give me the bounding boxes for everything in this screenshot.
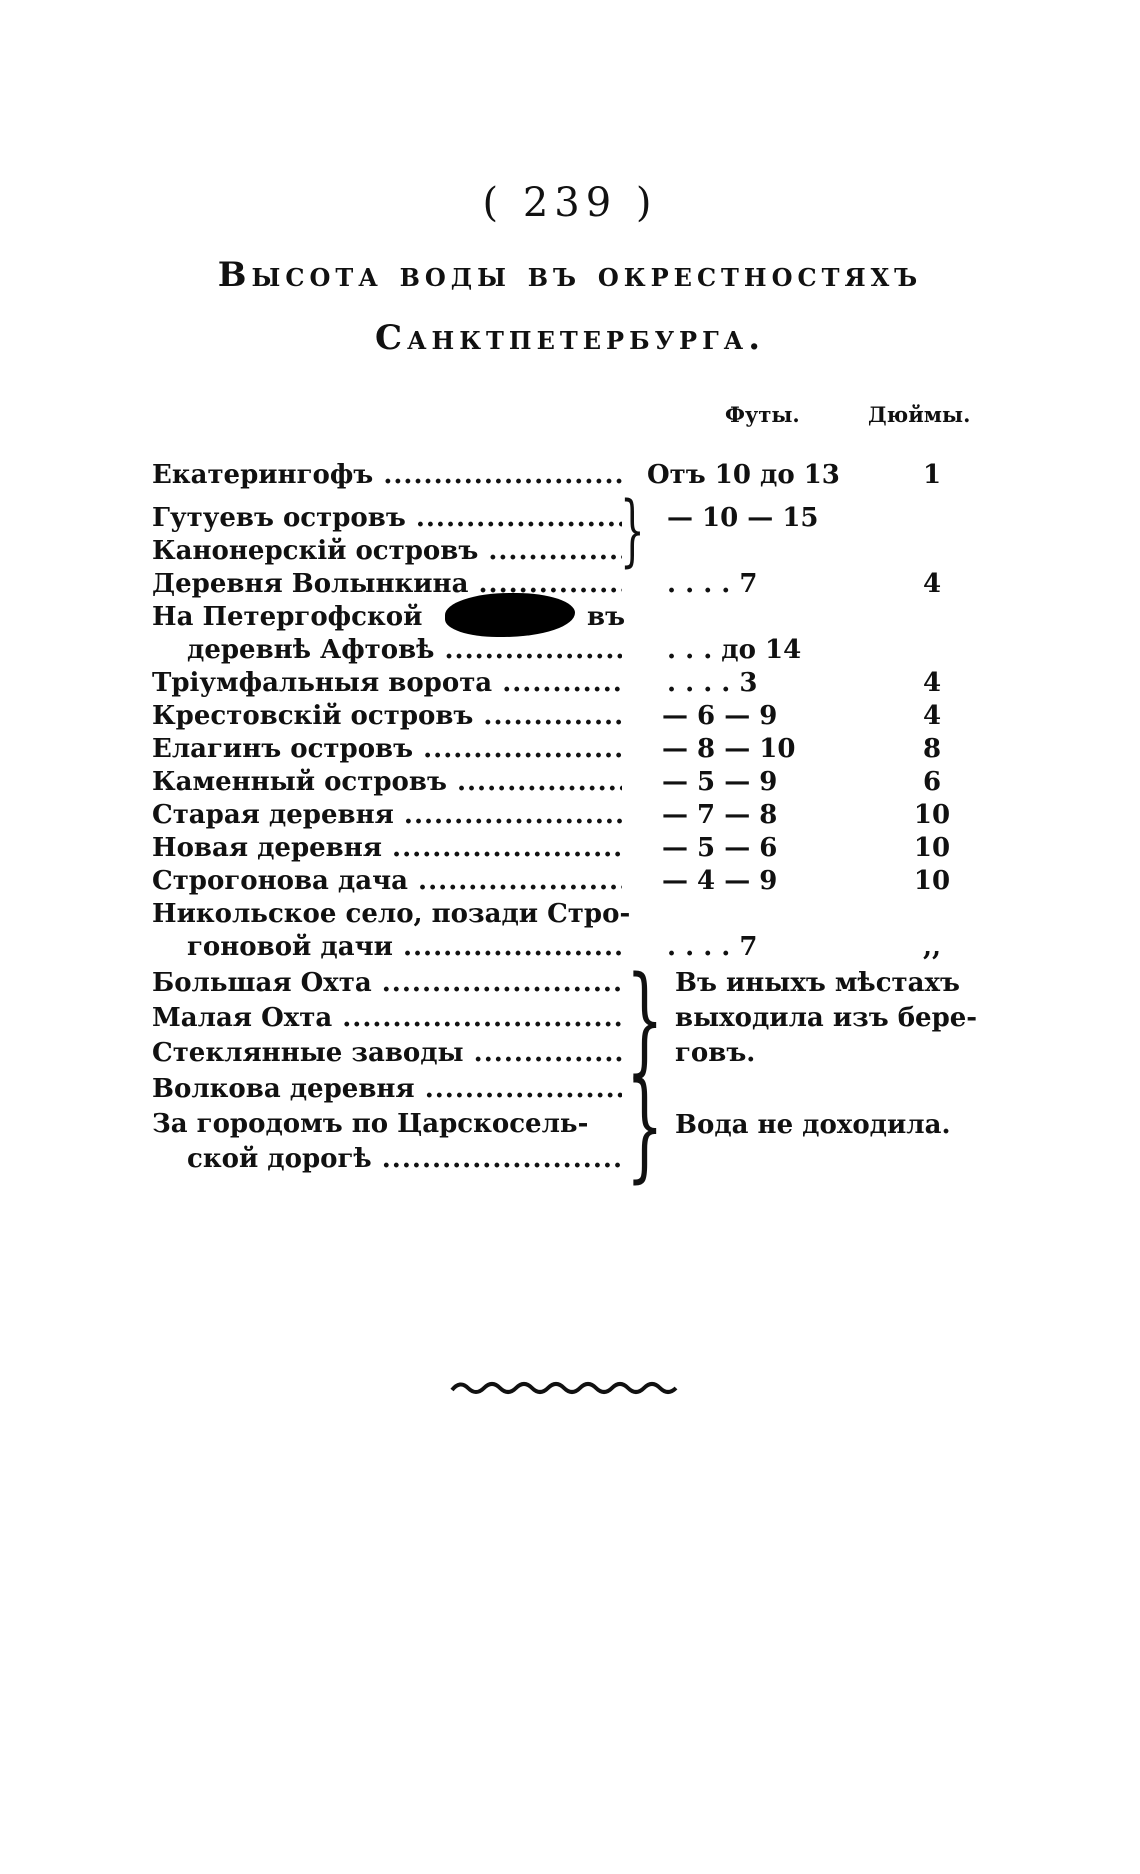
- feet-value: — 8 — 10: [662, 734, 796, 764]
- place-name: Гутуевъ островъ .....: [152, 503, 622, 533]
- inches-value: 4: [922, 569, 942, 599]
- column-header-inches: Дюймы.: [868, 402, 971, 427]
- page-subtitle: Санктпетербурга.: [374, 318, 766, 358]
- inches-value: 4: [922, 701, 942, 731]
- feet-value: — 5 — 9: [662, 767, 778, 797]
- ink-blot: [445, 593, 575, 637]
- place-name: Малая Охта .....: [152, 1003, 622, 1033]
- place-name-tail: въ: [587, 602, 626, 632]
- place-name: На Петергофской: [152, 602, 423, 632]
- brace: }: [626, 1056, 664, 1194]
- place-name: Волкова деревня .....: [152, 1074, 622, 1104]
- place-name: Новая деревня .....: [152, 833, 622, 863]
- page-title: Высота воды въ окрестностяхъ: [217, 255, 923, 295]
- place-name: Екатерингофъ .....: [152, 460, 622, 490]
- feet-value: . . . . 3: [667, 668, 758, 698]
- note-line: говъ.: [675, 1038, 756, 1068]
- inches-value: 10: [913, 800, 951, 830]
- brace: }: [620, 486, 645, 576]
- place-name: гоновой дачи .....: [187, 932, 622, 962]
- feet-value: — 10 — 15: [667, 503, 819, 533]
- place-name: Крестовскій островъ .....: [152, 701, 622, 731]
- brace: }: [626, 950, 664, 1088]
- place-name: ской дорогѣ .....: [187, 1144, 622, 1174]
- note-line: Вода не доходила.: [675, 1110, 951, 1140]
- feet-value: Отъ 10 до 13: [647, 460, 840, 490]
- note-line: выходила изъ бере-: [675, 1003, 978, 1033]
- place-name: Деревня Волынкина .....: [152, 569, 622, 599]
- place-name: Каменный островъ .....: [152, 767, 622, 797]
- place-name: деревнѣ Афтовѣ .....: [187, 635, 622, 665]
- place-name: Большая Охта .....: [152, 968, 622, 998]
- feet-value: . . . до 14: [667, 635, 802, 665]
- feet-value: — 4 — 9: [662, 866, 778, 896]
- place-name: Стеклянные заводы .....: [152, 1038, 622, 1068]
- inches-value: 10: [913, 833, 951, 863]
- feet-value: — 5 — 6: [662, 833, 778, 863]
- feet-value: . . . . 7: [667, 932, 758, 962]
- feet-value: — 6 — 9: [662, 701, 778, 731]
- inches-value: 8: [922, 734, 942, 764]
- inches-value: 1: [922, 460, 942, 490]
- place-name: Никольское село, позади Стро-: [152, 899, 631, 929]
- page-number: ( 239 ): [482, 180, 658, 226]
- wavy-ornament: [450, 1376, 685, 1398]
- inches-value: 4: [922, 668, 942, 698]
- place-name: Елагинъ островъ .....: [152, 734, 622, 764]
- inches-value: 6: [922, 767, 942, 797]
- column-header-feet: Футы.: [725, 402, 800, 427]
- inches-value: ,,: [922, 932, 942, 962]
- inches-value: 10: [913, 866, 951, 896]
- feet-value: . . . . 7: [667, 569, 758, 599]
- note-line: Въ иныхъ мѣстахъ: [675, 968, 960, 998]
- place-name: Строгонова дача .....: [152, 866, 622, 896]
- place-name: За городомъ по Царскосель-: [152, 1109, 589, 1139]
- place-name: Старая деревня .....: [152, 800, 622, 830]
- feet-value: — 7 — 8: [662, 800, 778, 830]
- place-name: Тріумфальныя ворота .....: [152, 668, 622, 698]
- place-name: Канонерскій островъ .....: [152, 536, 622, 566]
